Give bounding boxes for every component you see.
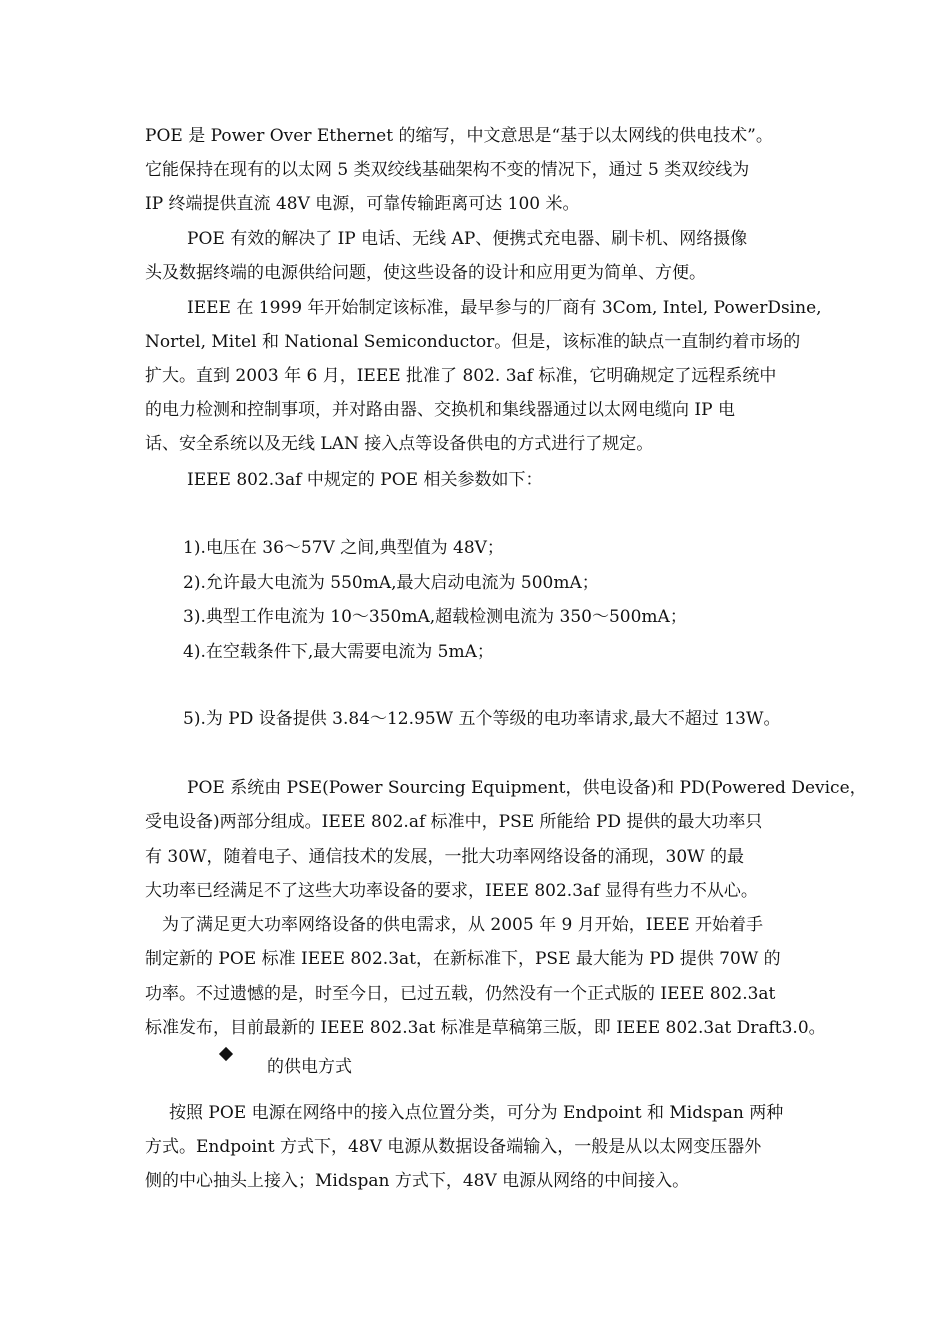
para1-line-2: 它能保持在现有的以太网 5 类双绞线基础架构不变的情况下，通过 5 类双绞线为 bbox=[145, 160, 750, 180]
para5-line-1: 为了满足更大功率网络设备的供电需求，从 2005 年 9 月开始，IEEE 开始着手 bbox=[162, 915, 764, 935]
para4-line-1: POE 系统由 PSE(Power Sourcing Equipment，供电设备)和 PD(Powered Device， bbox=[187, 778, 867, 798]
para4-line-3: 有 30W，随着电子、通信技术的发展，一批大功率网络设备的涌现，30W 的最 bbox=[145, 847, 745, 867]
para4-line-2: 受电设备)两部分组成。IEEE 802.af 标准中，PSE 所能给 PD 提供的最大功率只 bbox=[145, 812, 763, 832]
param-item-1: 1).电压在 36～57V 之间,典型值为 48V； bbox=[183, 538, 504, 558]
para6-line-3: 侧的中心抽头上接入；Midspan 方式下，48V 电源从网络的中间接入。 bbox=[145, 1171, 690, 1191]
para1-line-1: POE 是 Power Over Ethernet 的缩写，中文意思是“基于以太网线的供电技术”。 bbox=[145, 126, 773, 146]
para6-line-2: 方式。Endpoint 方式下，48V 电源从数据设备端输入，一般是从以太网变压器外 bbox=[145, 1137, 762, 1157]
para3-line-3: 扩大。直到 2003 年 6 月，IEEE 批准了 802. 3af 标准，它明确规定了远程系统中 bbox=[145, 366, 777, 386]
para6-line-1: 按照 POE 电源在网络中的接入点位置分类，可分为 Endpoint 和 Midspan 两种 bbox=[169, 1103, 784, 1123]
para3-line-2: Nortel, Mitel 和 National Semiconductor。但是，该标准的缺点一直制约着市场的 bbox=[145, 332, 801, 352]
para3-line-1: IEEE 在 1999 年开始制定该标准，最早参与的厂商有 3Com, Intel, PowerDsine, bbox=[187, 298, 822, 318]
params-intro: IEEE 802.3af 中规定的 POE 相关参数如下： bbox=[187, 470, 543, 490]
diamond-bullet-icon bbox=[219, 1047, 233, 1061]
para4-line-4: 大功率已经满足不了这些大功率设备的要求，IEEE 802.3af 显得有些力不从心。 bbox=[145, 881, 758, 901]
param-item-2: 2).允许最大电流为 550mA,最大启动电流为 500mA； bbox=[183, 573, 599, 593]
para5-line-3: 功率。不过遗憾的是，时至今日，已过五载，仍然没有一个正式版的 IEEE 802.3at bbox=[145, 984, 776, 1004]
param-item-3: 3).典型工作电流为 10～350mA,超载检测电流为 350～500mA； bbox=[183, 607, 687, 627]
section-heading: 的供电方式 bbox=[267, 1057, 352, 1077]
para5-line-4: 标准发布，目前最新的 IEEE 802.3at 标准是草稿第三版，即 IEEE 802.3at Draft3.0。 bbox=[145, 1018, 826, 1038]
para2-line-2: 头及数据终端的电源供给问题，使这些设备的设计和应用更为简单、方便。 bbox=[145, 263, 706, 283]
para5-line-2: 制定新的 POE 标准 IEEE 802.3at，在新标准下，PSE 最大能为 PD 提供 70W 的 bbox=[145, 949, 781, 969]
para3-line-5: 话、安全系统以及无线 LAN 接入点等设备供电的方式进行了规定。 bbox=[145, 434, 654, 454]
param-item-4: 4).在空载条件下,最大需要电流为 5mA； bbox=[183, 642, 494, 662]
param-item-5: 5).为 PD 设备提供 3.84～12.95W 五个等级的电功率请求,最大不超过 13W。 bbox=[183, 709, 781, 729]
para1-line-3: IP 终端提供直流 48V 电源，可靠传输距离可达 100 米。 bbox=[145, 194, 580, 214]
para2-line-1: POE 有效的解决了 IP 电话、无线 AP、便携式充电器、刷卡机、网络摄像 bbox=[187, 229, 748, 249]
para3-line-4: 的电力检测和控制事项，并对路由器、交换机和集线器通过以太网电缆向 IP 电 bbox=[145, 400, 735, 420]
